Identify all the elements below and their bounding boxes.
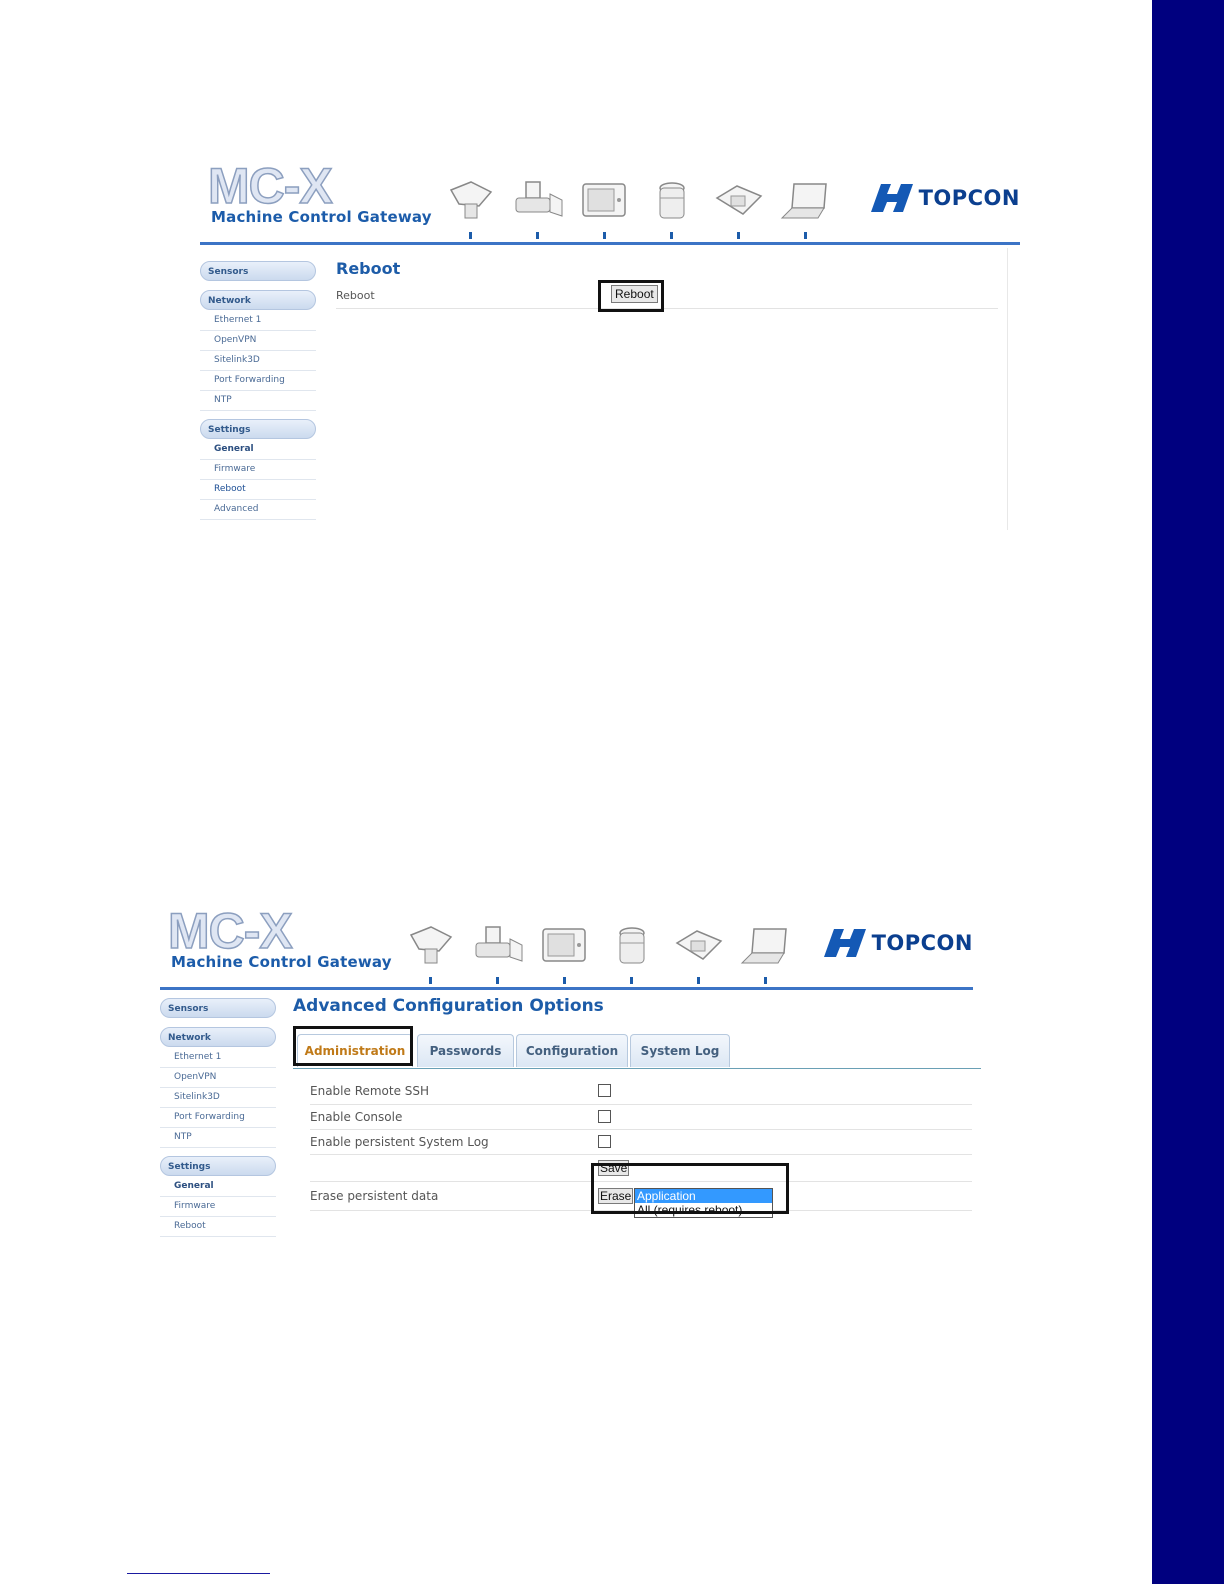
reboot-button[interactable]: Reboot [611,285,658,303]
nav-item-openvpn[interactable]: OpenVPN [200,332,316,351]
app-header [200,160,1020,248]
nav-item-firmware[interactable]: Firmware [160,1198,276,1217]
brand-name: TOPCON [918,186,1020,210]
nav-item-port-forwarding[interactable]: Port Forwarding [200,372,316,391]
console-row [310,1105,972,1130]
tab-configuration[interactable]: Configuration [516,1034,628,1067]
reboot-screenshot [200,160,1020,530]
brand-logo [869,182,1020,214]
total-station-icon[interactable] [405,925,457,969]
app-logo: MC-X [168,903,292,959]
laptop-icon[interactable] [740,925,792,969]
content-border [1007,248,1008,530]
reboot-row-label: Reboot [336,289,375,302]
nav-item-sitelink3d[interactable]: Sitelink3D [200,352,316,371]
nav-item-openvpn[interactable]: OpenVPN [160,1069,276,1088]
nav-section-settings[interactable]: Settings [160,1156,276,1176]
erase-option-all[interactable]: All (requires reboot) [637,1203,743,1217]
reboot-content [336,259,998,309]
gnss-receiver-icon[interactable] [606,925,658,969]
excavator-icon[interactable] [713,180,765,224]
reboot-row [336,284,998,309]
total-station-icon[interactable] [445,180,497,224]
ssh-checkbox[interactable] [598,1084,611,1097]
tab-passwords[interactable]: Passwords [417,1034,514,1067]
console-label: Enable Console [310,1110,403,1124]
tab-administration[interactable]: Administration [297,1034,413,1067]
topcon-mark-icon [822,927,868,959]
brand-logo [822,927,973,959]
nav-item-ethernet-1[interactable]: Ethernet 1 [160,1049,276,1068]
brand-name: TOPCON [871,931,973,955]
syslog-row [310,1130,972,1155]
app-header [160,905,1000,993]
console-checkbox[interactable] [598,1110,611,1123]
nav-item-general[interactable]: General [160,1178,276,1197]
save-button[interactable]: Save [600,1161,628,1175]
erase-label: Erase persistent data [310,1189,439,1203]
ssh-row [310,1080,972,1105]
dozer-icon[interactable] [472,925,524,969]
app-subtitle: Machine Control Gateway [171,953,392,971]
control-box-icon[interactable] [579,180,631,224]
nav-item-ethernet-1[interactable]: Ethernet 1 [200,312,316,331]
nav-item-reboot[interactable]: Reboot [160,1218,276,1237]
nav-item-firmware[interactable]: Firmware [200,461,316,480]
reboot-highlight-box [598,280,664,312]
sidebar-nav [200,259,316,521]
sidebar-nav [160,996,276,1238]
nav-section-sensors[interactable]: Sensors [160,998,276,1018]
syslog-checkbox[interactable] [598,1135,611,1148]
laptop-icon[interactable] [780,180,832,224]
excavator-icon[interactable] [673,925,725,969]
ssh-label: Enable Remote SSH [310,1084,430,1098]
nav-item-reboot[interactable]: Reboot [200,481,316,500]
nav-item-advanced[interactable]: Advanced [200,501,316,520]
nav-section-network[interactable]: Network [160,1027,276,1047]
app-subtitle: Machine Control Gateway [211,208,432,226]
nav-item-port-forwarding[interactable]: Port Forwarding [160,1109,276,1128]
footnote-rule [127,1573,270,1574]
erase-option-application[interactable]: Application [635,1189,772,1203]
device-icons [405,925,807,969]
gnss-receiver-icon[interactable] [646,180,698,224]
dozer-icon[interactable] [512,180,564,224]
erase-highlight-box [591,1163,789,1214]
header-rule [160,987,973,990]
tab-system-log[interactable]: System Log [630,1034,730,1067]
app-logo: MC-X [208,158,332,214]
nav-section-sensors[interactable]: Sensors [200,261,316,281]
nav-item-ntp[interactable]: NTP [200,392,316,411]
nav-section-settings[interactable]: Settings [200,419,316,439]
nav-item-sitelink3d[interactable]: Sitelink3D [160,1089,276,1108]
topcon-mark-icon [869,182,915,214]
device-icons [445,180,847,224]
page-title: Reboot [336,259,401,278]
nav-section-network[interactable]: Network [200,290,316,310]
page-edge-bar [1152,0,1224,1584]
administration-highlight-box [293,1026,413,1066]
syslog-label: Enable persistent System Log [310,1135,489,1149]
header-rule [200,242,1020,245]
control-box-icon[interactable] [539,925,591,969]
page-title: Advanced Configuration Options [293,996,604,1016]
advanced-screenshot [160,905,1000,1245]
erase-button[interactable]: Erase [600,1189,632,1203]
nav-item-ntp[interactable]: NTP [160,1129,276,1148]
nav-item-general[interactable]: General [200,441,316,460]
